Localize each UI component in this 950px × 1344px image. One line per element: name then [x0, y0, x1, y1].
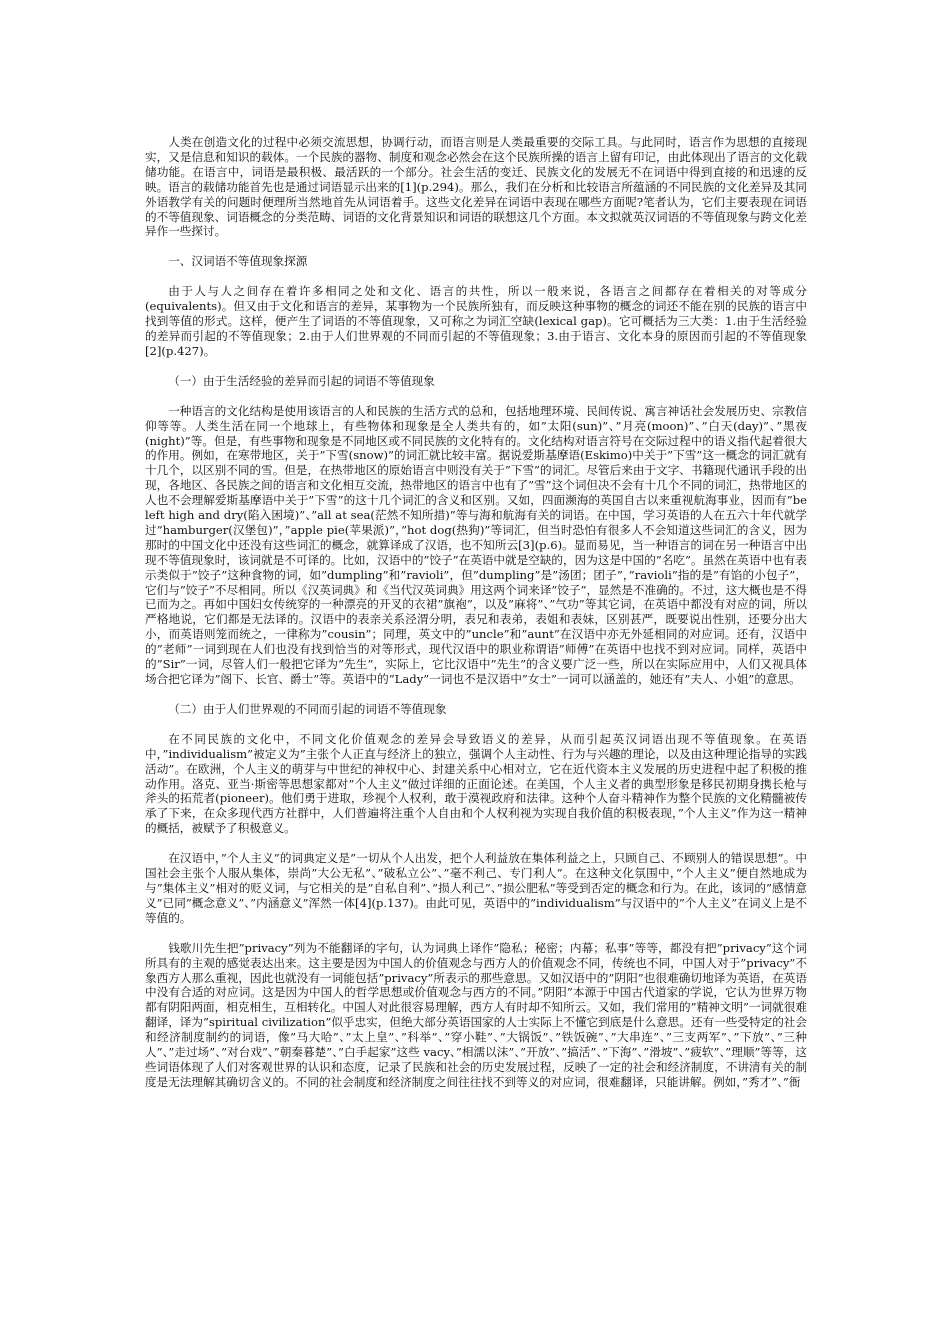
intro-paragraph: 人类在创造文化的过程中必须交流思想，协调行动，而语言则是人类最重要的交际工具。与此同时，语言作为思想的直接现实，又是信息和知识的载体。一个民族的器物、制度和观念必然会在这个民族所操的语言上留有印记，由此体现出了语言的文化载储功能。在语言中，词语是最积极、最活跃的一个部分。社会生活的变迁、民族文化的发展无不在词语中得到直接的和迅速的反映。语言的载储功能首先也是通过词语显示出来的[1](p.294)。那么，我们在分析和比较语言所蕴涵的不同民族的文化差异及其同外语教学有关的问题时便理所当然地首先从词语着手。这些文化差异在词语中表现在哪些方面呢?笔者认为，它们主要表现在词语的不等值现象、词语概念的分类范畴、词语的文化背景知识和词语的联想这几个方面。本文拟就英汉词语的不等值现象与跨文化差异作一些探讨。: [145, 135, 807, 239]
section-heading-1: 一、汉词语不等值现象探源: [168, 254, 308, 269]
paragraph-equivalents: 由于人与人之间存在着许多相同之处和文化、语言的共性，所以一般来说，各语言之间都存在着相关的对等成分(equivalents)。但又由于文化和语言的差异，某事物为一个民族所独有，而反映这种事物的概念的词还不能在别的民族的语言中找到等值的形式。这样，便产生了词语的不等值现象，又可称之为词汇空缺(lexical gap)。它可概括为三大类：1.由于生活经验的差异而引起的不等值现象；2.由于人们世界观的不同而引起的不等值现象；3.由于语言、文化本身的原因而引起的不等值现象[2](p.427)。: [145, 284, 807, 358]
subsection-heading-2: （二）由于人们世界观的不同而引起的词语不等值现象: [168, 701, 447, 716]
subsection-heading-1: （一）由于生活经验的差异而引起的词语不等值现象: [168, 373, 435, 388]
document-body: [145, 135, 807, 1105]
paragraph-individualism-chinese: 在汉语中，”个人主义”的词典定义是”一切从个人出发，把个人利益放在集体利益之上，只顾自己、不顾别人的错误思想”。中国社会主张个人服从集体，崇尚”大公无私”、”破私立公”、”毫不利己、专门利人”。在这种文化氛围中，”个人主义”便自然地成为与”集体主义”相对的贬义词，与它相关的是”自私自利”、”损人利己”、”损公肥私”等受到否定的概念和行为。在此，该词的”感情意义”已同”概念意义”、”内涵意义”浑然一体[4](p.137)。由此可见，英语中的”individualism”与汉语中的”个人主义”在词义上是不等值的。: [145, 851, 807, 925]
paragraph-individualism-english: 在不同民族的文化中，不同文化价值观念的差异会导致语义的差异，从而引起英汉词语出现不等值现象。在英语中，”individualism”被定义为”主张个人正直与经济上的独立，强调个人主动性、行为与兴趣的理论，以及由这种理论指导的实践活动”。在欧洲，个人主义的萌芽与中世纪的神权中心、封建关系中心相对立，它在近代资本主义发展的历史进程中起了积极的推动作用。洛克、亚当·斯密等思想家都对”个人主义”做过详细的正面论述。在美国，个人主义者的典型形象是移民初期身携长枪与斧头的拓荒者(pioneer)。他们勇于进取，珍视个人权利，敢于漠视政府和法律。这种个人奋斗精神作为整个民族的文化精髓被传承了下来，在众多现代西方社群中，人们普遍将注重个人自由和个人权利视为实现自我价值的积极表现，”个人主义”作为这一精神的概括，被赋予了积极意义。: [145, 731, 807, 836]
paragraph-privacy: 钱歌川先生把”privacy”列为不能翻译的字句，认为词典上译作”隐私；秘密；内幕；私事”等等，都没有把”privacy”这个词所具有的主观的感觉表达出来。这主要是因为中国人的价值观念与西方人的价值观念不同，传统也不同，中国人对于”privacy”不象西方人那么重视，因此也就没有一词能包括”privacy”所表示的那些意思。又如汉语中的”阴阳”也很难确切地译为英语，在英语中没有合适的对应词。这是因为中国人的哲学思想或价值观念与西方的不同。”阴阳”本源于中国古代道家的学说，它认为世界万物都有阴阳两面，相克相生，互相转化。中国人对此很容易理解，西方人有时却不知所云。又如，我们常用的”精神文明”一词就很难翻译，译为”spiritual civilization”似乎忠实，但绝大部分英语国家的人士实际上不懂它到底是什么意思。还有一些受特定的社会和经济制度制约的词语，像”马大哈”、”太上皇”、”科举”、”穿小鞋”、”大锅饭”、”铁饭碗”、”大串连”、”三支两军”、”下放”、”三种人”、”走过场”、”对台戏”、”朝秦暮楚”、”白手起家”这些 vacy、”相濡以沫”、”开放”、”搞活”、”下海”、”滑坡”、”疲软”、”理顺”等等，这些词语体现了人们对客观世界的认识和态度，记录了民族和社会的历史发展过程，反映了一定的社会和经济制度，不讲清有关的制度是无法理解其确切含义的。不同的社会制度和经济制度之间往往找不到等义的对应词，很难翻译，只能讲解。例如，”秀才”、”衙: [145, 940, 807, 1089]
paragraph-life-experience: 一种语言的文化结构是使用该语言的人和民族的生活方式的总和，包括地理环境、民间传说、寓言神话社会发展历史、宗教信仰等等。人类生活在同一个地球上，有些物体和现象是全人类共有的，如”太阳(sun)”、”月亮(moon)”、”白天(day)”、”黑夜(night)”等。但是，有些事物和现象是不同地区或不同民族的文化特有的。文化结构对语言符号在交际过程中的语义指代起着很大的作用。例如，在寒带地区，关于”下雪(snow)”的词汇就比较丰富。据说爱斯基摩语(Eskimo)中关于”下雪”这一概念的词汇就有十几个，以区别不同的雪。但是，在热带地区的原始语言中则没有关于”下雪”的词汇。尽管后来由于文字、书籍现代通讯手段的出现，各地区、各民族之间的语言和文化相互交流，热带地区的语言中也有了”雪”这个词但决不会有十几个不同的词汇，热带地区的人也不会理解爱斯基摩语中关于”下雪”的这十几个词汇的含义和区别。又如，四面濒海的英国自古以来重视航海事业，因而有”be left high and dry(陷入困境)”、”all at sea(茫然不知所措)”等与海和航海有关的词语。在中国，学习英语的人在五六十年代就学过”hamburger(汉堡包)”，”apple pie(苹果派)”，”hot dog(热狗)”等词汇，但当时恐怕有很多人不会知道这些词汇的含义，因为那时的中国文化中还没有这些词汇的概念，就算译成了汉语，也不知所云[3](p.6)。显而易见，当一种语言的词在另一种语言中出现不等值现象时，该词就是不可译的。比如，汉语中的”饺子”在英语中就是空缺的，因为这是中国的”名吃”。虽然在英语中也有表示类似于”饺子”这种食物的词，如”dumpling”和”ravioli”，但”dumpling”是”汤团；团子”，”ravioli”指的是”有馅的小包子”，它们与”饺子”不尽相同。所以《汉英词典》和《当代汉英词典》用这两个词来译”饺子”，显然是不准确的。不过，这大概也是不得已而为之。再如中国妇女传统穿的一种漂亮的开叉的衣裙”旗袍”，以及”麻将”、”气功”等其它词，在英语中都没有对应的词，所以严格地说，它们都是无法译的。汉语中的表亲关系泾渭分明，表兄和表弟，表姐和表妹，区别甚严，既要说出性别，还要分出大小，而英语则笼而统之，一律称为”cousin”；同理，英文中的”uncle”和”aunt”在汉语中亦无外延相同的对应词。还有，汉语中的”老师”一词到现在人们也没有找到恰当的对等形式，现代汉语中的职业称谓语”师傅”在英语中也找不到对应词。同样，英语中的”Sir”一词，尽管人们一般把它译为”先生”，实际上，它比汉语中”先生”的含义要广泛一些，所以在实际应用中，人们又视具体场合把它译为”阁下、长官、爵士”等。英语中的”Lady”一词也不是汉语中”女士”一词可以涵盖的，她还有”夫人、小姐”的意思。: [145, 403, 807, 686]
